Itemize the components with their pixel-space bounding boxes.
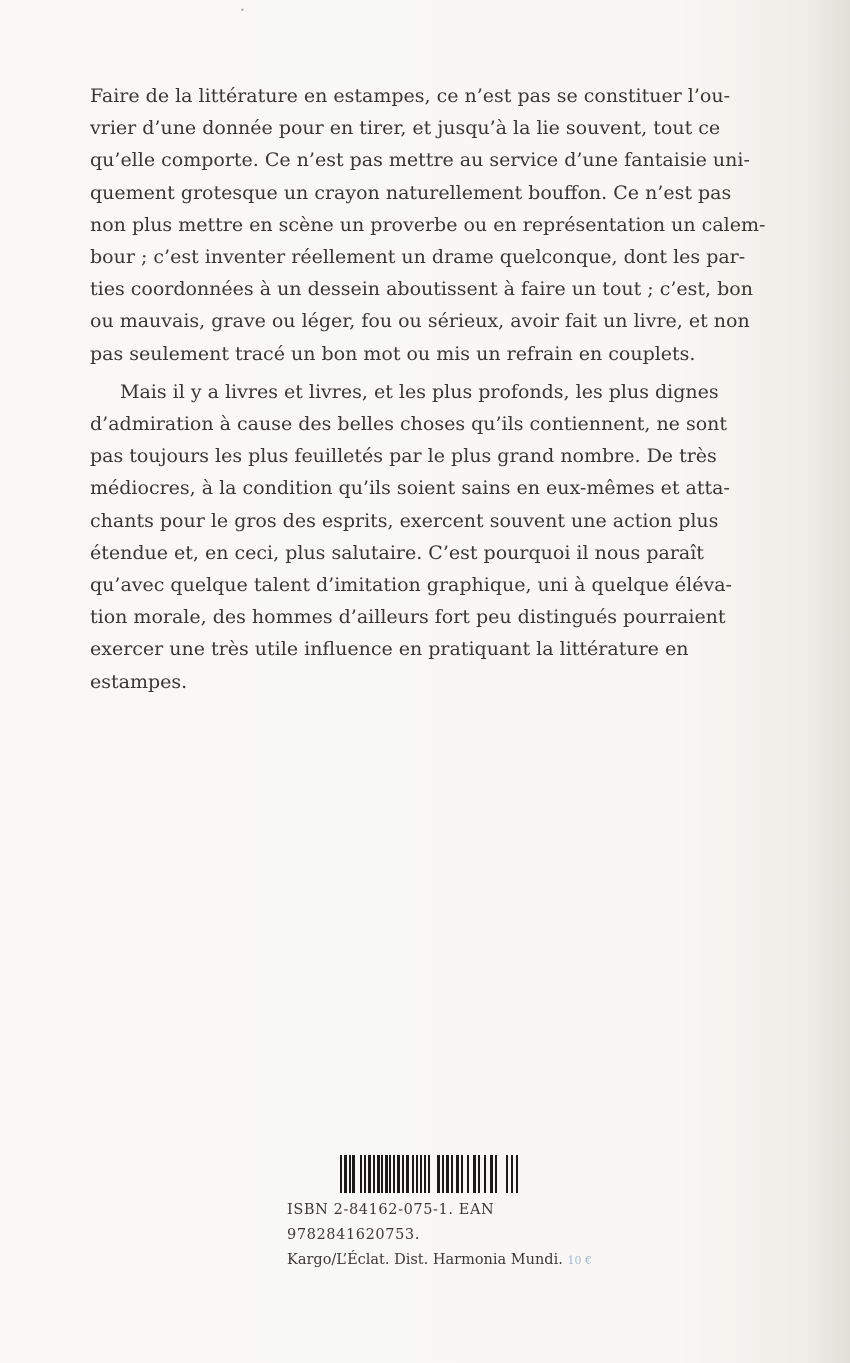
publisher-line (287, 1248, 607, 1273)
barcode-icon (340, 1155, 522, 1193)
publisher-text: Kargo/L’Éclat. Dist. Harmonia Mundi. (287, 1252, 563, 1268)
paragraph-1-line: bour ; c’est inventer réellement un drame quelconque, dont les par- (90, 246, 746, 269)
paragraph-2-line: estampes. (90, 670, 188, 693)
paragraph-2-line: étendue et, en ceci, plus salutaire. C’est pourquoi il nous paraît (90, 541, 704, 564)
paragraph-1-line: ties coordonnées à un dessein aboutissent à faire un tout ; c’est, bon (90, 278, 753, 301)
paragraph-1-line: quement grotesque un crayon naturellement bouffon. Ce n’est pas (90, 181, 732, 204)
paragraph-2-line: pas toujours les plus feuilletés par le plus grand nombre. De très (90, 445, 717, 468)
paragraph-2-line: d’admiration à cause des belles choses qu’ils contiennent, ne sont (90, 413, 728, 436)
paragraph-1-line: pas seulement tracé un bon mot ou mis un refrain en couplets. (90, 342, 696, 365)
paragraph-2-line: Mais il y a livres et livres, et les plus profonds, les plus dignes (120, 380, 719, 403)
paragraph-1 (90, 80, 766, 370)
paragraph-1-line: ou mauvais, grave ou léger, fou ou sérieux, avoir fait un livre, et non (90, 310, 750, 333)
paragraph-1-line: vrier d’une donnée pour en tirer, et jusqu’à la lie souvent, tout ce (90, 117, 721, 140)
page-mark: • (240, 6, 245, 15)
paragraph-2-line: tion morale, des hommes d’ailleurs fort peu distingués pourraient (90, 606, 726, 629)
paragraph-2 (90, 376, 750, 698)
paragraph-2-line: chants pour le gros des esprits, exercent souvent une action plus (90, 509, 719, 532)
isbn-line: ISBN 2-84162-075-1. EAN 9782841620753. (287, 1202, 495, 1243)
paragraph-1-line: qu’elle comporte. Ce n’est pas mettre au service d’une fantaisie uni- (90, 149, 750, 172)
paragraph-2-line: exercer une très utile influence en pratiquant la littérature en (90, 638, 689, 661)
paragraph-2-line: médiocres, à la condition qu’ils soient sains en eux-mêmes et atta- (90, 477, 730, 500)
price-code: 10 € (567, 1254, 592, 1267)
paragraph-1-line: non plus mettre en scène un proverbe ou en représentation un calem- (90, 213, 766, 236)
blurb-text (90, 80, 766, 704)
paragraph-2-line: qu’avec quelque talent d’imitation graphique, uni à quelque éléva- (90, 574, 732, 597)
colophon (287, 1198, 607, 1273)
paragraph-1-line: Faire de la littérature en estampes, ce n’est pas se constituer l’ou- (90, 85, 731, 107)
